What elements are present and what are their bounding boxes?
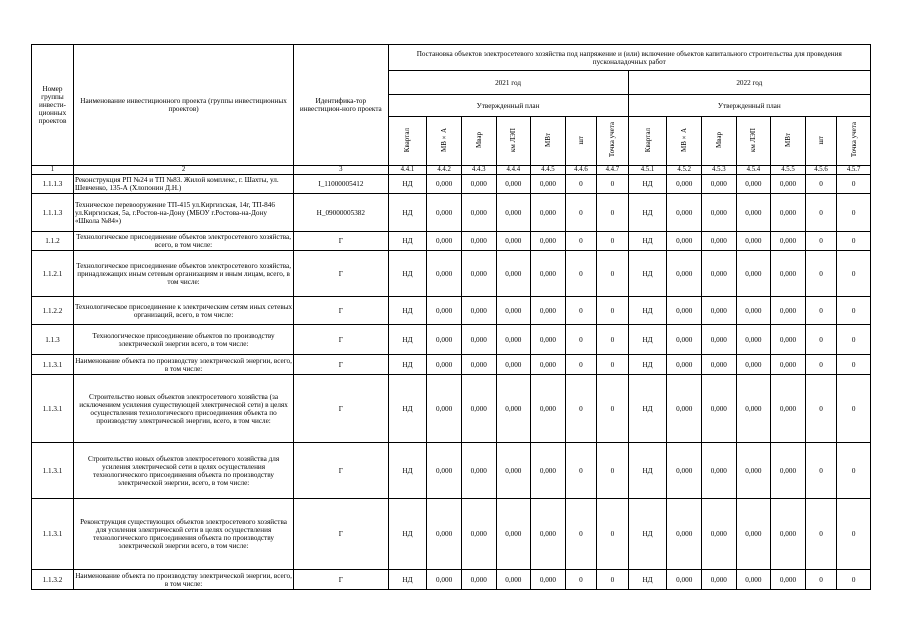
row-project-name: Технологическое присоединение к электрическим сетям иных сетевых организаций, всего, в том числе: xyxy=(73,297,293,325)
row-value: 0,000 xyxy=(736,375,771,443)
row-value: НД xyxy=(628,355,667,375)
table-row xyxy=(32,355,871,375)
row-project-name: Строительство новых объектов электросетевого хозяйства для усиления электрической сети в целях осуществления технологического присоединения объекта по производству электрической энергии, всего, в том числе: xyxy=(73,443,293,499)
row-group-number: 1.1.3.2 xyxy=(32,570,74,590)
row-value: НД xyxy=(388,251,427,297)
unit-header-cell xyxy=(496,117,531,166)
row-value: 0 xyxy=(597,251,628,297)
row-value: 0,000 xyxy=(427,499,462,570)
column-number: 4.4.1 xyxy=(388,166,427,175)
row-value: 0 xyxy=(565,443,596,499)
row-value: 0 xyxy=(805,499,836,570)
row-value: 0 xyxy=(597,443,628,499)
row-value: 0 xyxy=(597,194,628,232)
column-number: 3 xyxy=(294,166,388,175)
row-value: 0 xyxy=(837,443,871,499)
row-value: НД xyxy=(388,325,427,355)
table-row xyxy=(32,499,871,570)
investment-table xyxy=(31,44,871,590)
unit-header-cell xyxy=(837,117,871,166)
row-value: 0,000 xyxy=(461,499,496,570)
unit-header-cell xyxy=(667,117,702,166)
row-value: 0,000 xyxy=(702,251,737,297)
row-value: 0 xyxy=(565,251,596,297)
row-project-id: I_11000005412 xyxy=(294,175,388,194)
row-value: 0,000 xyxy=(496,297,531,325)
row-value: 0,000 xyxy=(427,297,462,325)
column-number: 4.4.3 xyxy=(461,166,496,175)
row-value: 0 xyxy=(597,375,628,443)
row-value: 0,000 xyxy=(496,325,531,355)
row-project-id: Г xyxy=(294,232,388,251)
column-number: 4.5.4 xyxy=(736,166,771,175)
row-value: 0,000 xyxy=(461,355,496,375)
table-row xyxy=(32,194,871,232)
unit-label: МВ×А xyxy=(680,128,689,152)
row-value: 0 xyxy=(597,325,628,355)
row-value: 0 xyxy=(565,194,596,232)
column-number: 4.5.3 xyxy=(702,166,737,175)
row-value: 0 xyxy=(805,355,836,375)
row-value: 0 xyxy=(805,232,836,251)
row-value: 0 xyxy=(565,375,596,443)
row-value: 0,000 xyxy=(531,355,566,375)
row-value: 0 xyxy=(837,175,871,194)
row-value: 0 xyxy=(597,297,628,325)
header-plan-2021: Утвержденный план xyxy=(388,95,628,117)
table-row xyxy=(32,297,871,325)
row-value: 0 xyxy=(805,443,836,499)
row-value: 0 xyxy=(805,175,836,194)
row-value: 0,000 xyxy=(771,499,806,570)
row-project-name: Реконструкция существующих объектов электросетевого хозяйства для усиления электрической сети в целях осуществления технологического присоединения объекта по производству электрической энергии всего, в том числе: xyxy=(73,499,293,570)
table-row xyxy=(32,232,871,251)
row-value: 0,000 xyxy=(496,355,531,375)
row-value: 0,000 xyxy=(461,570,496,590)
row-value: НД xyxy=(388,194,427,232)
header-project-id: Идентифика-тор инвестицион-ного проекта xyxy=(294,45,388,166)
row-value: 0,000 xyxy=(461,325,496,355)
row-project-id: Г xyxy=(294,499,388,570)
row-value: 0,000 xyxy=(461,443,496,499)
row-value: 0,000 xyxy=(667,325,702,355)
header-project-name: Наименование инвестиционного проекта (группы инвестиционных проектов) xyxy=(73,45,293,166)
row-group-number: 1.1.2.2 xyxy=(32,297,74,325)
row-value: 0 xyxy=(805,251,836,297)
unit-header-cell xyxy=(565,117,596,166)
row-value: 0,000 xyxy=(702,297,737,325)
row-value: НД xyxy=(628,194,667,232)
column-number: 4.4.6 xyxy=(565,166,596,175)
row-value: 0 xyxy=(597,355,628,375)
row-value: 0,000 xyxy=(531,325,566,355)
unit-label: Квартал xyxy=(403,127,412,153)
table-row xyxy=(32,443,871,499)
row-value: 0,000 xyxy=(771,194,806,232)
row-value: 0,000 xyxy=(461,232,496,251)
row-value: 0 xyxy=(837,325,871,355)
row-value: НД xyxy=(628,443,667,499)
row-value: 0 xyxy=(597,499,628,570)
unit-label: Точка учета xyxy=(608,122,617,158)
row-value: 0,000 xyxy=(702,443,737,499)
row-value: 0,000 xyxy=(531,375,566,443)
row-value: 0,000 xyxy=(702,375,737,443)
row-value: 0 xyxy=(565,499,596,570)
column-number: 4.5.6 xyxy=(805,166,836,175)
unit-label: шт xyxy=(576,135,585,145)
unit-label: МВт xyxy=(783,133,792,147)
row-value: 0,000 xyxy=(531,194,566,232)
row-value: НД xyxy=(388,375,427,443)
row-value: 0 xyxy=(837,194,871,232)
row-value: 0,000 xyxy=(531,251,566,297)
row-value: 0 xyxy=(837,499,871,570)
row-value: НД xyxy=(628,297,667,325)
row-value: 0,000 xyxy=(736,175,771,194)
row-value: 0 xyxy=(805,194,836,232)
row-value: 0,000 xyxy=(702,499,737,570)
row-value: 0,000 xyxy=(771,325,806,355)
row-value: 0,000 xyxy=(702,355,737,375)
row-value: НД xyxy=(388,232,427,251)
row-value: 0 xyxy=(565,570,596,590)
row-value: 0,000 xyxy=(667,375,702,443)
row-value: 0,000 xyxy=(461,297,496,325)
row-value: 0,000 xyxy=(496,570,531,590)
row-value: 0,000 xyxy=(667,232,702,251)
row-project-name: Реконструкция РП №24 и ТП №83. Жилой комплекс, г. Шахты, ул. Шевченко, 135-А (Хлопонин Д.Н.) xyxy=(73,175,293,194)
row-value: 0 xyxy=(565,232,596,251)
row-project-name: Технологическое присоединение объектов электросетевого хозяйства, принадлежащих иным сетевым организациям и иным лицам, всего, в том числе: xyxy=(73,251,293,297)
row-value: 0,000 xyxy=(702,325,737,355)
row-value: 0 xyxy=(597,175,628,194)
row-project-id: Г xyxy=(294,443,388,499)
header-commissioning: Постановка объектов электросетевого хозяйства под напряжение и (или) включение объектов капитального строительства для проведения пусконаладочных работ xyxy=(388,45,870,71)
row-project-id: Г xyxy=(294,325,388,355)
row-value: 0 xyxy=(837,570,871,590)
column-number: 4.5.5 xyxy=(771,166,806,175)
row-group-number: 1.1.2 xyxy=(32,232,74,251)
unit-label: Квартал xyxy=(643,127,652,153)
row-value: 0 xyxy=(805,297,836,325)
row-value: 0,000 xyxy=(736,355,771,375)
row-value: НД xyxy=(388,355,427,375)
unit-label: км ЛЭП xyxy=(749,127,758,152)
row-value: 0 xyxy=(805,325,836,355)
row-value: НД xyxy=(628,232,667,251)
unit-label: Мвар xyxy=(714,131,723,149)
column-number: 4.5.2 xyxy=(667,166,702,175)
column-number: 2 xyxy=(73,166,293,175)
row-value: 0,000 xyxy=(736,194,771,232)
row-value: 0,000 xyxy=(427,175,462,194)
row-group-number: 1.1.3.1 xyxy=(32,375,74,443)
table-row xyxy=(32,175,871,194)
row-value: 0,000 xyxy=(667,499,702,570)
row-value: 0,000 xyxy=(496,375,531,443)
row-value: 0,000 xyxy=(771,251,806,297)
row-value: 0,000 xyxy=(427,443,462,499)
row-project-id: Г xyxy=(294,375,388,443)
row-value: 0 xyxy=(565,175,596,194)
row-value: 0,000 xyxy=(667,443,702,499)
row-project-name: Наименование объекта по производству электрической энергии, всего, в том числе: xyxy=(75,356,292,373)
row-value: 0,000 xyxy=(771,570,806,590)
row-group-number: 1.1.3 xyxy=(32,325,74,355)
row-value: НД xyxy=(388,175,427,194)
row-value: 0,000 xyxy=(736,297,771,325)
table-header xyxy=(32,45,871,175)
row-group-number: 1.1.1.3 xyxy=(32,194,74,232)
row-value: 0,000 xyxy=(667,355,702,375)
row-value: 0,000 xyxy=(427,375,462,443)
table-row xyxy=(32,570,871,590)
row-project-name: Наименование объекта по производству электрической энергии, всего, в том числе: xyxy=(75,571,292,588)
row-value: 0,000 xyxy=(667,194,702,232)
row-value: 0,000 xyxy=(461,194,496,232)
column-number: 4.4.5 xyxy=(531,166,566,175)
column-number: 1 xyxy=(32,166,74,175)
row-value: 0,000 xyxy=(771,175,806,194)
row-project-name: Технологическое присоединение объектов электросетевого хозяйства, всего, в том числе: xyxy=(73,232,293,251)
unit-header-cell xyxy=(702,117,737,166)
row-value: НД xyxy=(388,570,427,590)
table-body xyxy=(32,175,871,590)
unit-label: шт xyxy=(817,135,825,145)
row-value: 0,000 xyxy=(427,570,462,590)
table-row xyxy=(32,325,871,355)
row-value: 0,000 xyxy=(427,251,462,297)
row-project-id: Г xyxy=(294,570,388,590)
row-value: 0 xyxy=(565,297,596,325)
row-value: 0,000 xyxy=(702,194,737,232)
unit-header-cell xyxy=(628,117,667,166)
row-value: 0,000 xyxy=(736,443,771,499)
unit-header-cell xyxy=(597,117,628,166)
column-numbers-row xyxy=(32,166,871,175)
unit-label: км ЛЭП xyxy=(509,127,518,152)
row-value: 0,000 xyxy=(461,251,496,297)
column-number: 4.4.7 xyxy=(597,166,628,175)
unit-header-cell xyxy=(427,117,462,166)
row-value: 0 xyxy=(805,375,836,443)
row-value: 0,000 xyxy=(531,297,566,325)
row-value: 0,000 xyxy=(771,443,806,499)
row-group-number: 1.1.3.1 xyxy=(32,443,74,499)
row-group-number: 1.1.3.1 xyxy=(32,499,74,570)
row-value: 0,000 xyxy=(496,194,531,232)
row-value: 0,000 xyxy=(736,251,771,297)
row-value: 0,000 xyxy=(702,232,737,251)
row-value: 0,000 xyxy=(771,355,806,375)
row-value: 0,000 xyxy=(496,175,531,194)
row-value: 0,000 xyxy=(427,325,462,355)
row-value: 0,000 xyxy=(496,251,531,297)
row-value: 0 xyxy=(597,570,628,590)
row-value: НД xyxy=(388,297,427,325)
row-value: 0,000 xyxy=(531,232,566,251)
unit-label: Мвар xyxy=(474,131,483,149)
row-value: 0,000 xyxy=(771,297,806,325)
unit-header-cell xyxy=(388,117,427,166)
header-plan-2022: Утвержденный план xyxy=(628,95,870,117)
row-value: 0 xyxy=(837,355,871,375)
column-number: 4.4.2 xyxy=(427,166,462,175)
unit-header-cell xyxy=(531,117,566,166)
row-value: 0,000 xyxy=(736,325,771,355)
row-value: 0,000 xyxy=(531,499,566,570)
row-project-id: Г xyxy=(294,297,388,325)
row-group-number: 1.1.3.1 xyxy=(32,355,74,375)
row-value: 0,000 xyxy=(702,175,737,194)
unit-label: Точка учета xyxy=(849,122,858,158)
table-row xyxy=(32,251,871,297)
header-year-2022: 2022 год xyxy=(628,71,870,95)
row-value: НД xyxy=(628,375,667,443)
table-row xyxy=(32,375,871,443)
row-value: НД xyxy=(628,499,667,570)
column-number: 4.5.1 xyxy=(628,166,667,175)
row-value: 0,000 xyxy=(496,499,531,570)
unit-header-cell xyxy=(771,117,806,166)
row-value: 0 xyxy=(805,570,836,590)
row-value: 0,000 xyxy=(531,443,566,499)
row-value: 0,000 xyxy=(667,175,702,194)
row-value: 0,000 xyxy=(667,570,702,590)
row-value: 0 xyxy=(837,375,871,443)
unit-header-cell xyxy=(461,117,496,166)
row-value: 0 xyxy=(565,355,596,375)
row-value: НД xyxy=(388,443,427,499)
row-value: НД xyxy=(628,175,667,194)
row-value: 0,000 xyxy=(667,251,702,297)
row-value: 0,000 xyxy=(667,297,702,325)
row-value: 0,000 xyxy=(496,443,531,499)
row-group-number: 1.1.1.3 xyxy=(32,175,74,194)
row-group-number: 1.1.2.1 xyxy=(32,251,74,297)
column-number: 4.5.7 xyxy=(837,166,871,175)
row-project-id: H_09000005382 xyxy=(294,194,388,232)
row-value: 0,000 xyxy=(771,232,806,251)
row-value: 0,000 xyxy=(736,499,771,570)
row-value: НД xyxy=(628,251,667,297)
row-value: 0,000 xyxy=(427,194,462,232)
row-value: 0,000 xyxy=(496,232,531,251)
row-project-id: Г xyxy=(294,355,388,375)
row-value: НД xyxy=(388,499,427,570)
row-value: НД xyxy=(628,325,667,355)
unit-header-cell xyxy=(805,117,836,166)
row-value: НД xyxy=(628,570,667,590)
column-number: 4.4.4 xyxy=(496,166,531,175)
row-project-name: Технологическое присоединение объектов по производству электрической энергии всего, в том числе: xyxy=(73,325,293,355)
unit-header-cell xyxy=(736,117,771,166)
row-value: 0,000 xyxy=(736,570,771,590)
row-value: 0,000 xyxy=(427,232,462,251)
row-value: 0 xyxy=(837,232,871,251)
row-value: 0,000 xyxy=(531,175,566,194)
row-value: 0 xyxy=(837,251,871,297)
row-project-name: Строительство новых объектов электросетевого хозяйства (за исключением усиления существующей электрической сети) в целях осуществления технологического присоединения объекта по производству электрической энергии, всего, в том числе: xyxy=(73,375,293,443)
row-value: 0,000 xyxy=(702,570,737,590)
row-value: 0,000 xyxy=(427,355,462,375)
header-year-2021: 2021 год xyxy=(388,71,628,95)
row-value: 0,000 xyxy=(461,375,496,443)
unit-label: МВ×А xyxy=(440,128,449,152)
header-group-number: Номер группы инвести-ционных проектов xyxy=(32,45,74,166)
row-value: 0 xyxy=(837,297,871,325)
row-project-name: Техническое перевооружение ТП-415 ул.Киргизская, 14г, ТП-846 ул.Киргизская, 5а, г.Ростов-на-Дону (МБОУ г.Ростова-на-Дону «Школа №84») xyxy=(73,194,293,232)
row-value: 0,000 xyxy=(736,232,771,251)
unit-label: МВт xyxy=(543,133,552,147)
row-value: 0,000 xyxy=(531,570,566,590)
row-value: 0 xyxy=(565,325,596,355)
row-project-id: Г xyxy=(294,251,388,297)
row-value: 0,000 xyxy=(771,375,806,443)
row-value: 0,000 xyxy=(461,175,496,194)
row-value: 0 xyxy=(597,232,628,251)
